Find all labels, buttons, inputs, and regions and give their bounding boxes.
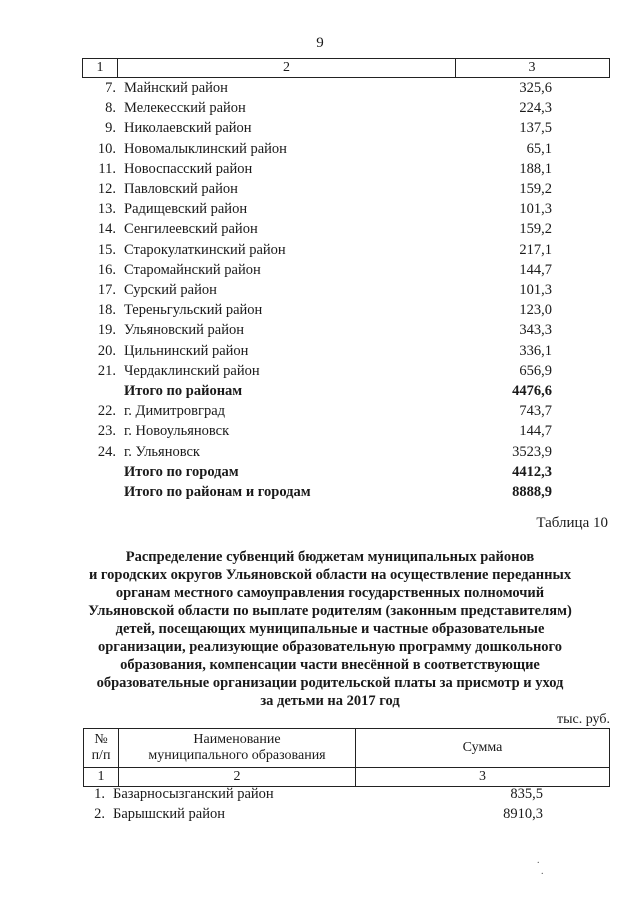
row-value [442, 442, 600, 462]
row-name: Старомайнский район [124, 261, 261, 278]
row-name: Новоспасский район [124, 160, 253, 177]
total-row [82, 462, 608, 482]
row-value-text: 144,7 [519, 261, 552, 278]
row-name: Павловский район [124, 181, 238, 197]
row-value-text: 336,1 [519, 342, 552, 359]
row-value [442, 118, 600, 138]
row-name: г. Ульяновск [124, 443, 200, 460]
row-value [442, 381, 600, 401]
row-number: 9. [105, 120, 116, 137]
row-name: Радищевский район [124, 201, 248, 218]
row-number: 22. [97, 403, 116, 420]
row-value [442, 260, 600, 280]
table-row [82, 361, 608, 381]
row-name: Барышский район [113, 806, 225, 822]
row-name: Цильнинский район [124, 342, 249, 359]
row-number: 1. [94, 786, 105, 802]
row-value-text: 4476,6 [512, 383, 552, 399]
row-value-text: 656,9 [519, 362, 552, 379]
row-value: 8910,3 [503, 806, 543, 822]
row-value-text: 4412,3 [512, 463, 552, 480]
row-value [442, 320, 600, 340]
row-value [442, 219, 600, 239]
table-row [82, 199, 608, 219]
numbering-col-3: 3 [479, 769, 486, 784]
row-value-text: 8888,9 [512, 484, 552, 500]
row-name: Старокулаткинский район [124, 241, 286, 258]
table-top-header [82, 58, 610, 78]
page-number: 9 [316, 35, 324, 51]
header-col-3: 3 [528, 60, 536, 75]
header-number-line2: п/п [91, 748, 111, 763]
table-title [60, 548, 600, 710]
row-value-text: 743,7 [519, 403, 552, 420]
row-number: 10. [97, 140, 116, 157]
row-number: 14. [97, 221, 116, 238]
row-name: Сурский район [124, 282, 217, 298]
table-row [83, 784, 608, 804]
row-name: Ульяновский район [124, 322, 245, 339]
row-number: 2. [94, 806, 105, 822]
table-row [82, 260, 608, 280]
row-number: 8. [105, 100, 116, 117]
title-line: образования, компенсации части внесённой в соответствующие [120, 657, 540, 673]
row-number: 12. [97, 181, 116, 197]
row-value: 835,5 [510, 786, 543, 802]
row-value [442, 78, 600, 98]
title-line: образовательные организации родительской платы за присмотр и уход [96, 675, 564, 691]
row-name: Итого по районам и городам [124, 484, 311, 500]
row-number: 11. [98, 160, 116, 177]
table-row [82, 300, 608, 320]
row-value [442, 199, 600, 219]
header-number [84, 729, 118, 767]
row-value-text: 101,3 [519, 201, 552, 218]
title-line: и городских округов Ульяновской области на осуществление переданных [88, 567, 572, 583]
row-name: Новомалыклинский район [124, 140, 287, 157]
title-line: организации, реализующие образовательную программу дошкольного [97, 639, 563, 655]
row-number: 18. [97, 302, 116, 319]
row-name: г. Новоульяновск [124, 423, 230, 440]
row-value [442, 300, 600, 320]
row-value [442, 159, 600, 179]
table-row [82, 78, 608, 98]
table-label: Таблица 10 [536, 515, 608, 531]
row-value-text: 188,1 [519, 160, 552, 177]
row-number: 16. [97, 261, 116, 278]
total-row [82, 381, 608, 401]
row-number: 21. [97, 362, 116, 379]
row-value-text: 101,3 [519, 282, 552, 298]
stray-mark: . [541, 866, 544, 877]
header-sum: Сумма [462, 740, 503, 755]
row-name: г. Димитровград [124, 403, 226, 420]
table-row [82, 401, 608, 421]
row-number: 23. [97, 423, 116, 440]
header-col-2: 2 [283, 60, 290, 75]
row-value [442, 240, 600, 260]
row-value [442, 401, 600, 421]
title-line: Ульяновской области по выплате родителям (законным представителям) [88, 603, 572, 619]
title-line: за детьми на 2017 год [260, 693, 400, 709]
row-value-text: 65,1 [526, 140, 552, 157]
header-name-line1: Наименование [193, 732, 281, 747]
title-line: Распределение субвенций бюджетам муниципальных районов [125, 549, 535, 565]
row-value-text: 144,7 [519, 423, 552, 440]
title-line: органам местного самоуправления государственных полномочий [115, 585, 545, 601]
row-name: Итого по городам [124, 463, 239, 480]
row-number: 20. [97, 342, 116, 359]
row-value [442, 98, 600, 118]
row-name: Чердаклинский район [124, 362, 260, 379]
row-value-text: 224,3 [519, 100, 552, 117]
table-row [82, 421, 608, 441]
row-value-text: 217,1 [519, 241, 552, 258]
header-number-line1: № [94, 732, 108, 747]
row-number: 15. [97, 241, 116, 258]
row-name: Николаевский район [124, 120, 252, 137]
row-number: 19. [97, 322, 116, 339]
table-row [82, 240, 608, 260]
table-row [82, 118, 608, 138]
table-row [82, 320, 608, 340]
table-row [82, 219, 608, 239]
unit-label: тыс. руб. [557, 712, 610, 727]
row-value-text: 325,6 [519, 80, 552, 96]
row-number: 13. [97, 201, 116, 218]
header-name [119, 729, 355, 767]
row-name: Базарносызганский район [113, 786, 274, 802]
row-value [442, 462, 600, 482]
row-name: Майнский район [124, 80, 228, 96]
table-row [82, 179, 608, 199]
row-value [442, 280, 600, 300]
row-name: Сенгилеевский район [124, 221, 258, 238]
numbering-col-1: 1 [97, 769, 105, 784]
numbering-col-2: 2 [233, 769, 241, 784]
row-name: Мелекесский район [124, 100, 246, 117]
total-row [82, 482, 608, 502]
table-row [82, 280, 608, 300]
row-value-text: 123,0 [519, 302, 552, 319]
header-name-line2: муниципального образования [148, 748, 326, 763]
row-name: Итого по районам [124, 383, 243, 399]
row-value [442, 482, 600, 502]
row-value [442, 361, 600, 381]
row-value-text: 137,5 [519, 120, 552, 137]
table-row [83, 804, 608, 824]
row-value-text: 3523,9 [512, 443, 552, 460]
table-row [82, 139, 608, 159]
row-number: 17. [97, 282, 116, 298]
row-value [442, 179, 600, 199]
title-line: детей, посещающих муниципальные и частные образовательные [115, 621, 545, 637]
table-row [82, 442, 608, 462]
row-value [442, 139, 600, 159]
row-value-text: 159,2 [519, 181, 552, 197]
row-number: 24. [97, 443, 116, 460]
table-row [82, 98, 608, 118]
header-col-1: 1 [96, 60, 104, 75]
row-value-text: 159,2 [519, 221, 552, 238]
row-number: 7. [105, 80, 116, 96]
row-value [442, 341, 600, 361]
table-row [82, 341, 608, 361]
row-value [442, 421, 600, 441]
table-bottom-header [83, 728, 610, 787]
row-value-text: 343,3 [519, 322, 552, 339]
stray-mark: . [537, 855, 540, 866]
row-name: Тереньгульский район [124, 302, 263, 319]
table-row [82, 159, 608, 179]
